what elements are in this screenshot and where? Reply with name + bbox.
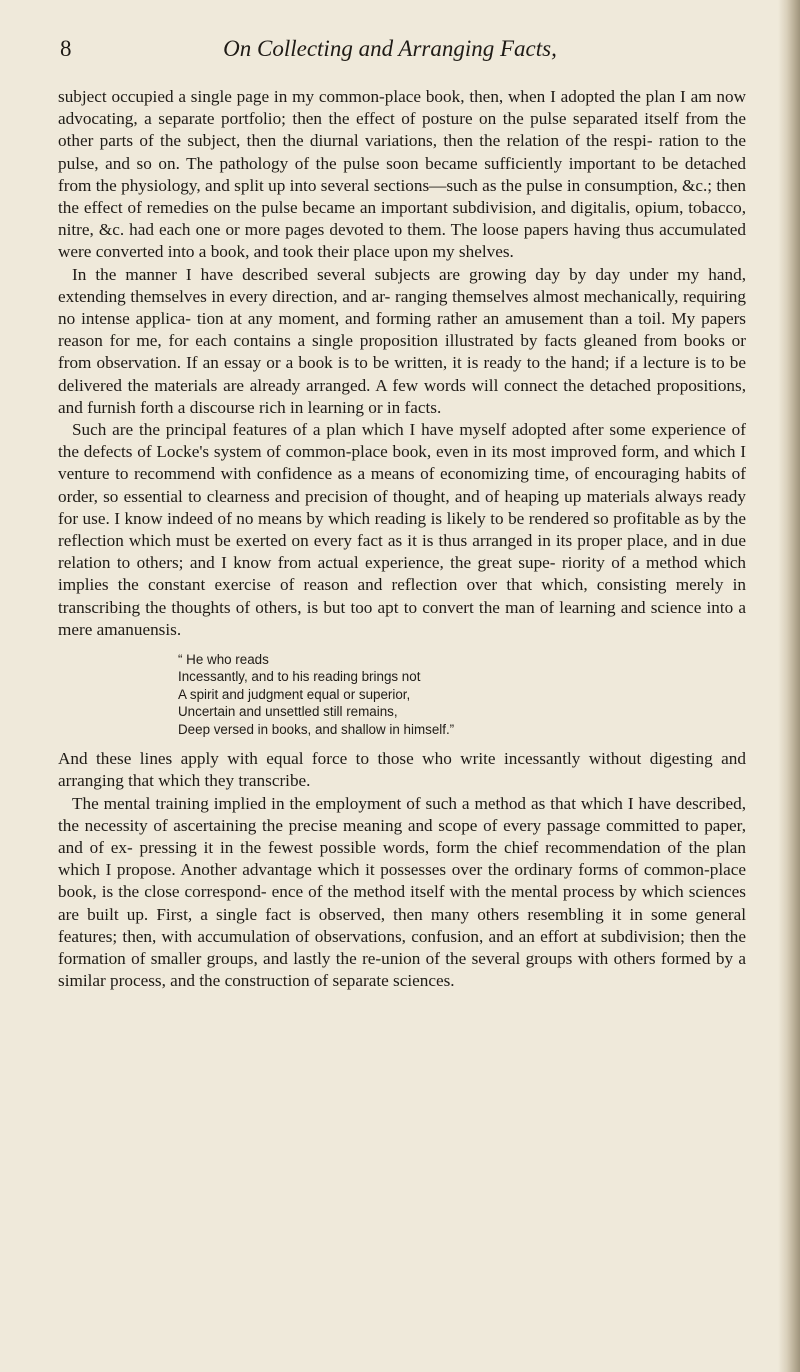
paragraph-5: The mental training implied in the employment of such a method as that which I have described, the necessity of ascertaining the precise meaning and scope of every passage committed to paper, and of ex- pressing it in the fewest possible words, form the chief recommendation of the plan which I propose. Another advantage which it possesses over the ordinary forms of common-place book, is the close correspond- ence of the method itself with the mental process by which sciences are built up. First, a single fact is observed, then many others resembling it in some general features; then, with accumulation of observations, confusion, and an effort at subdivision; then the formation of smaller groups, and lastly the re-union of the several groups with others formed by a similar process, and the construction of separate sciences. — [58, 793, 746, 991]
paragraph-3: Such are the principal features of a plan which I have myself adopted after some experience of the defects of Locke's system of common-place book, even in its most improved form, and which I venture to recommend with confidence as a means of economizing time, of encouraging habits of order, so essential to clearness and precision of thought, and of heaping up materials always ready for use. I know indeed of no means by which reading is likely to be rendered so profitable as by the reflection which must be exerted on every fact as it is thus arranged in its proper place, and in due relation to others; and I know from actual experience, the great supe- riority of a method which implies the constant exercise of reason and reflection over that which, consisting merely in transcribing the thoughts of others, is but too apt to convert the man of learning and science into a mere amanuensis. — [58, 420, 746, 639]
verse-quotation — [178, 651, 746, 738]
quote-line: A spirit and judgment equal or superior, — [178, 686, 411, 702]
paragraph-4: And these lines apply with equal force to those who write incessantly without digesting and arranging that which they transcribe. — [58, 749, 746, 791]
quote-line: “ He who reads — [178, 652, 269, 668]
page-edge — [778, 0, 800, 1372]
quote-line: Uncertain and unsettled still remains, — [178, 704, 398, 720]
quote-line: Deep versed in books, and shallow in himself.” — [178, 721, 455, 737]
running-title: On Collecting and Arranging Facts, — [223, 36, 557, 61]
body-text — [58, 86, 746, 992]
page-header — [0, 32, 780, 66]
quote-line: Incessantly, and to his reading brings not — [178, 669, 421, 685]
page-number: 8 — [60, 36, 72, 61]
paragraph-1: subject occupied a single page in my common-place book, then, when I adopted the plan I am now advocating, a separate portfolio; then the effect of posture on the pulse separated itself from the other parts of the subject, then the diurnal variations, then the relation of the respi- ration to the pulse, and so on. The pathology of the pulse soon became sufficiently important to be detached from the physiology, and split up into several sections—such as the pulse in consumption, &c.; then the effect of remedies on the pulse became an important subdivision, and digitalis, opium, tobacco, nitre, &c. had each one or more pages devoted to them. The loose papers having thus accumulated were converted into a book, and took their place upon my shelves. — [58, 87, 746, 262]
paragraph-2: In the manner I have described several subjects are growing day by day under my hand, extending themselves in every direction, and ar- ranging themselves almost mechanically, requiring no intense applica- tion at any moment, and forming rather an amusement than a toil. My papers reason for me, for each contains a single proposition illustrated by facts gleaned from books or from observation. If an essay or a book is to be written, it is ready to the hand; if a lecture is to be delivered the materials are already arranged. A few words will connect the detached propositions, and furnish forth a discourse rich in learning or in facts. — [58, 264, 746, 417]
